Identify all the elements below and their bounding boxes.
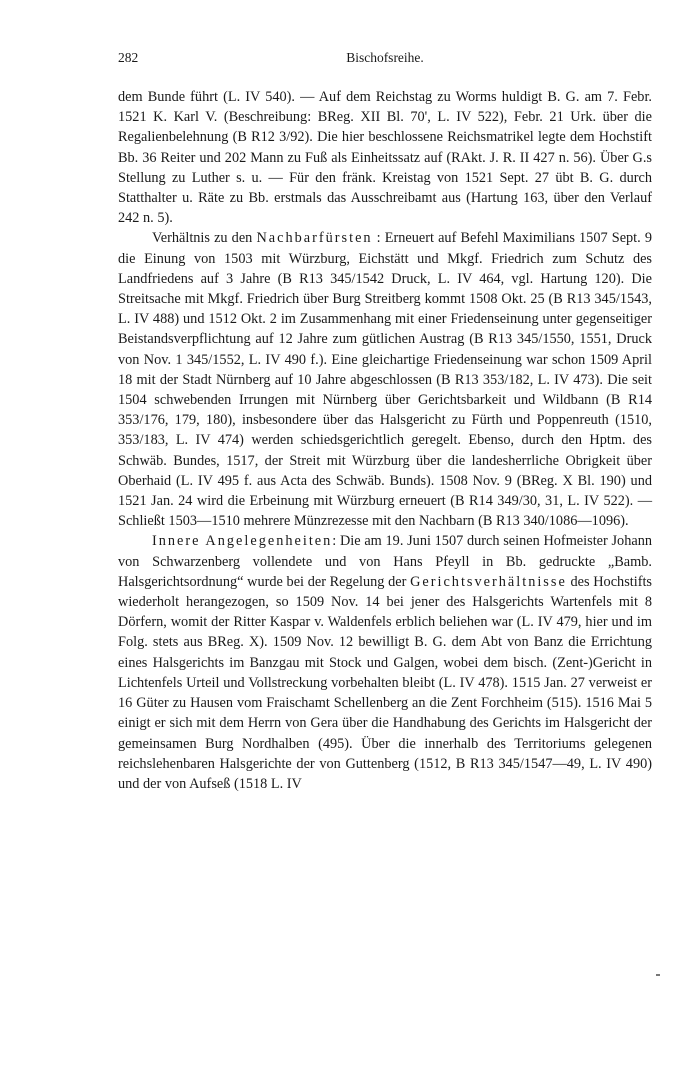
running-title: Bischofsreihe. (346, 50, 424, 65)
paragraph-reichstag (118, 87, 652, 228)
paragraph-nachbarfuersten (118, 228, 652, 531)
paragraph-text: : Die am 19. Juni 1507 durch seinen Hofmeister Johann von Schwarzenberg vollendete und von Hans Pfeyll in Bb. gedruckte „Bamb. Halsgerichtsordnung“ wurde bei der Regelung der (118, 533, 652, 590)
scan-mark (656, 974, 660, 976)
paragraph-innere-angelegenheiten (118, 531, 652, 794)
body-text (118, 87, 652, 794)
paragraph-text: Verhältnis zu den (152, 230, 257, 247)
paragraph-text: : Erneuert auf Befehl Maximilians 1507 Sept. 9 die Einung von 1503 mit Würzburg, Eichstätt und Mkgf. Friedrich zum Schutz des Landfriedens auf 3 Jahre (B R13 345/1542 Druck, L. IV 464, vgl. Hartung 120). Die Streitsache mit Mkgf. Friedrich über Burg Streitberg kommt 1508 Okt. 25 (B R13 345/1543, L. IV 488) und 1512 Okt. 2 im Zusammenhang mit einer Friedenseinung unter gegenseitiger Beistandsverpflichtung auf 12 Jahre zum gütlichen Austrag (B R13 345/1550, 1551, Druck von Nov. 1 345/1552, L. IV 490 f.). Eine gleichartige Friedenseinung war schon 1509 April 18 mit der Stadt Nürnberg auf 10 Jahre abgeschlossen (B R13 353/182, L. IV 473). Die seit 1504 schwebenden Irrungen mit Nürnberg über Gerichtsbarkeit und Wildbann (B R14 353/176, 179, 180), insbesondere über das Halsgericht zu Fürth und Poppenreuth (1510, 353/183, L. IV 474) werden schiedsgerichtlich geregelt. Ebenso, durch den Hptm. des Schwäb. Bundes, 1517, der Streit mit Würzburg über die landesherrliche Obrigkeit über Oberhaid (L. IV 495 f. aus Acta des Schwäb. Bunds). 1508 Nov. 9 (BReg. X Bl. 190) und 1521 Jan. 24 wird die Erbeinung mit Würzburg erneuert (B R14 349/30, 31, L. IV 522). — Schließt 1503—1510 mehrere Münzrezesse mit den Nachbarn (B R13 340/1086—1096). (118, 230, 652, 530)
paragraph-text: dem Bunde führt (L. IV 540). — Auf dem Reichstag zu Worms huldigt B. G. am 7. Febr. 1521 K. Karl V. (Beschreibung: BReg. XII Bl. 70', L. IV 522), Febr. 21 Urk. über die Regalienbelehnung (B R12 3/92). Die hier beschlossene Reichsmatrikel legte dem Hochstift Bb. 36 Reiter und 202 Mann zu Fuß als Einheitssatz auf (RAkt. J. R. II 427 n. 56). Über G.s Stellung zu Luther s. u. — Für den fränk. Kreistag von 1521 Sept. 27 übt B. G. durch Statthalter u. Räte zu Bb. erstmals das Ausschreibamt aus (Hartung 163, über den Verlauf 242 n. 5). (118, 89, 652, 227)
running-head (118, 50, 652, 70)
spaced-heading-nachbarfuersten: Nachbarfürsten (256, 230, 373, 247)
spaced-heading-innere-angelegenheiten: Innere Angelegenheiten (152, 533, 333, 550)
page-number: 282 (118, 50, 139, 65)
spaced-term-gerichtsverhaeltnisse: Gerichtsverhältnisse (410, 573, 567, 590)
paragraph-text: des Hochstifts wiederholt herangezogen, so 1509 Nov. 14 bei jener des Halsgerichts Wartenfels mit 8 Dörfern, womit der Ritter Kaspar v. Waldenfels erblich beliehen war (L. IV 479, hier und im Folg. stets aus BReg. X). 1509 Nov. 12 bewilligt B. G. dem Abt von Banz die Errichtung eines Halsgerichts im Banzgau mit Stock und Galgen, wobei dem bisch. (Zent-)Gericht in Lichtenfels Urteil und Vollstreckung vorbehalten bleibt (L. IV 478). 1515 Jan. 27 verweist er 16 Güter zu Hausen vom Fraischamt Schellenberg an die Zent Forchheim (515). 1516 Mai 5 einigt er sich mit dem Herrn von Gera über die Handhabung des Gerichts im Halsgericht der gemeinsamen Burg Nordhalben (495). Über die innerhalb des Territoriums gelegenen reichslehenbaren Halsgerichte der von Guttenberg (1512, B R13 345/1547—49, L. IV 490) und der von Aufseß (1518 L. IV (118, 573, 652, 792)
